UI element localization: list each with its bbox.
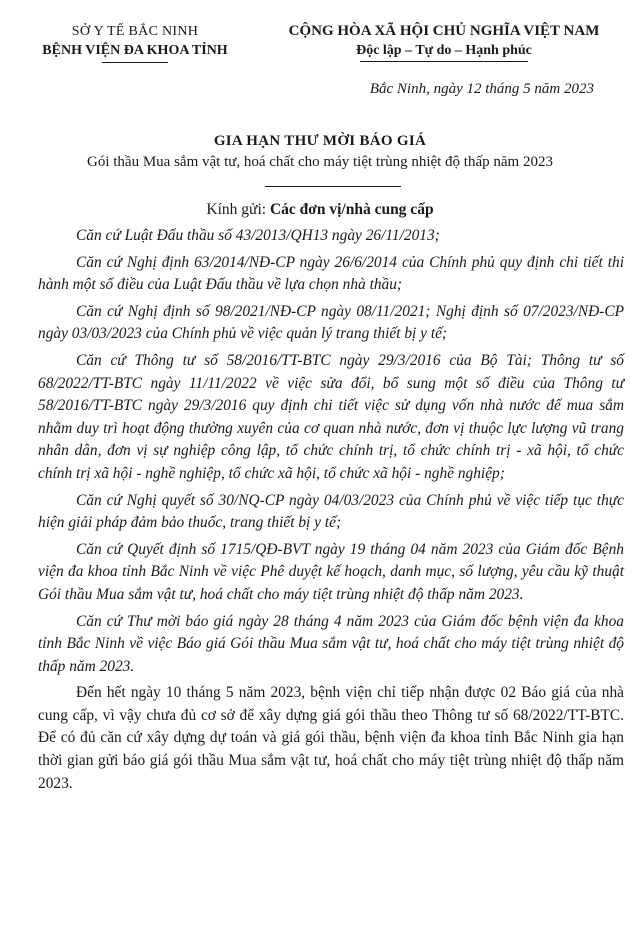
national-underline — [360, 61, 528, 62]
greeting-recipient: Các đơn vị/nhà cung cấp — [269, 201, 434, 218]
extension-notice-paragraph: Đến hết ngày 10 tháng 5 năm 2023, bệnh viện chỉ tiếp nhận được 02 Báo giá của nhà cung cấp, vì vậy chưa đủ cơ sở để xây dựng giá gói thầu theo Thông tư số 68/2022/TT-BTC. Để có đủ căn cứ xây dựng dự toán và giá gói thầu, bệnh viện đa khoa tỉnh Bắc Ninh gia hạn thời gian gửi báo giá gói thầu Mua sắm vật tư, hoá chất cho máy tiệt trùng nhiệt độ thấp năm 2023. — [38, 684, 624, 792]
document-subtitle: Gói thầu Mua sắm vật tư, hoá chất cho máy tiệt trùng nhiệt độ thấp năm 2023 — [87, 154, 553, 170]
legal-basis-paragraph: Căn cứ Thông tư số 58/2016/TT-BTC ngày 29/3/2016 của Bộ Tài; Thông tư số 68/2022/TT-BTC ngày 11/11/2022 về việc sửa đổi, bổ sung một số điều của Thông tư 58/2016/TT-BTC ngày 29/3/2016 quy định chi tiết việc sử dụng vốn nhà nước để mua sắm nhằm duy trì hoạt động thường xuyên của cơ quan nhà nước, đơn vị thuộc lực lượng vũ trang nhân dân, đơn vị sự nghiệp công lập, tổ chức chính trị, tổ chức chính trị - xã hội, tổ chức chính trị xã hội - nghề nghiệp, tổ chức xã hội, tổ chức xã hội - nghề nghiệp; — [38, 351, 624, 482]
document-title: GIA HẠN THƯ MỜI BÁO GIÁ — [213, 133, 427, 149]
date-line: Bắc Ninh, ngày 12 tháng 5 năm 2023 — [369, 81, 594, 97]
issuer-hospital: BỆNH VIỆN ĐA KHOA TỈNH — [42, 43, 228, 58]
national-title: CỘNG HÒA XÃ HỘI CHỦ NGHĨA VIỆT NAM — [288, 23, 600, 39]
greeting — [0, 201, 640, 219]
title-divider — [265, 186, 401, 187]
legal-basis-paragraph: Căn cứ Nghị quyết số 30/NQ-CP ngày 04/03/2023 của Chính phủ về việc tiếp tục thực hiện giải pháp đảm bảo thuốc, trang thiết bị y tế; — [38, 491, 624, 532]
legal-basis-paragraph: Căn cứ Nghị định số 98/2021/NĐ-CP ngày 08/11/2021; Nghị định số 07/2023/NĐ-CP ngày 03/03/2023 của Chính phủ về việc quản lý trang thiết bị y tế; — [38, 302, 624, 343]
national-header — [258, 22, 630, 62]
issuer-department: SỞ Y TẾ BẮC NINH — [71, 24, 199, 39]
document-body — [38, 225, 624, 799]
legal-basis-paragraph: Căn cứ Luật Đấu thầu số 43/2013/QH13 ngày 26/11/2013; — [76, 227, 440, 244]
issuer-header — [20, 22, 250, 63]
greeting-prefix: Kính gửi: — [206, 201, 270, 218]
legal-basis-paragraph: Căn cứ Nghị định 63/2014/NĐ-CP ngày 26/6/2014 của Chính phủ quy định chi tiết thi hành một số điều của Luật Đấu thầu về lựa chọn nhà thầu; — [38, 253, 624, 294]
legal-basis-paragraph: Căn cứ Thư mời báo giá ngày 28 tháng 4 năm 2023 của Giám đốc bệnh viện đa khoa tỉnh Bắc Ninh về việc Báo giá Gói thầu Mua sắm vật tư, hoá chất cho máy tiệt trùng nhiệt độ thấp năm 2023. — [38, 612, 624, 675]
legal-basis-paragraph: Căn cứ Quyết định số 1715/QĐ-BVT ngày 19 tháng 04 năm 2023 của Giám đốc Bệnh viện đa khoa tỉnh Bắc Ninh về việc Phê duyệt kế hoạch, danh mục, số lượng, yêu cầu kỹ thuật Gói thầu Mua sắm vật tư, hoá chất cho máy tiệt trùng nhiệt độ thấp năm 2023. — [38, 540, 624, 603]
national-motto: Độc lập – Tự do – Hạnh phúc — [356, 43, 532, 58]
issuer-underline — [102, 62, 168, 63]
